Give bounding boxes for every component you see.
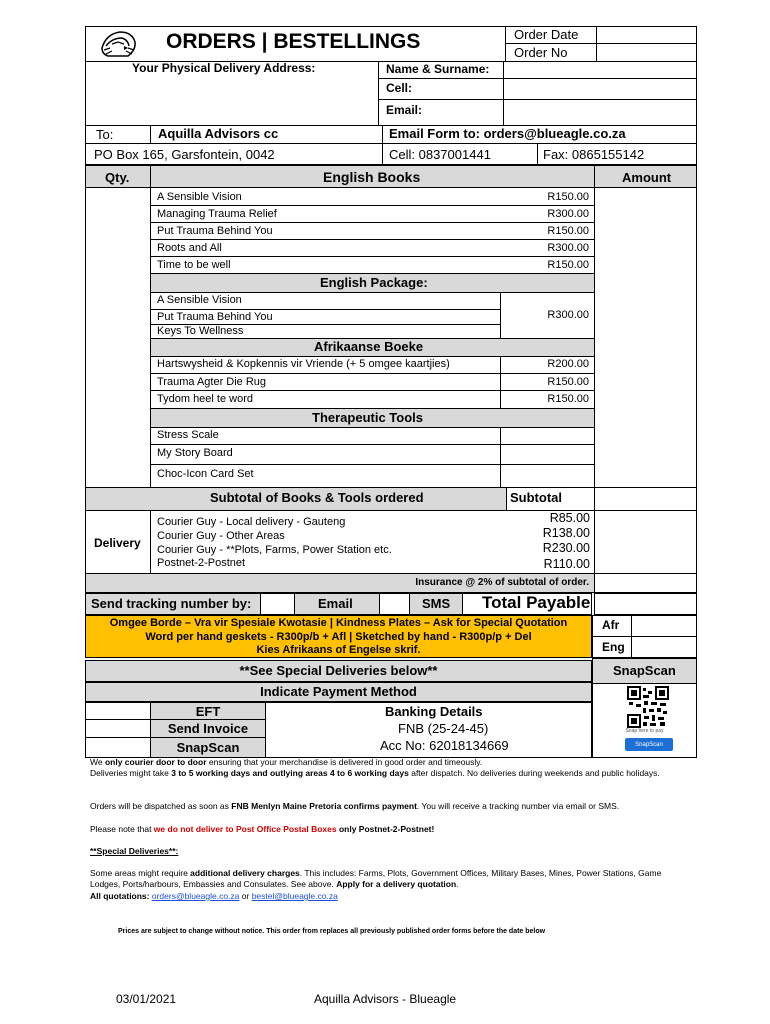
order-date-field[interactable] (597, 27, 696, 43)
list-item: A Sensible Vision (157, 294, 242, 306)
name-field[interactable] (504, 62, 696, 78)
delivery-price: R138.00 (542, 526, 590, 540)
quotations-line: All quotations: orders@blueagle.co.za or bestel@blueagle.co.za (90, 891, 338, 901)
delivery-option: Courier Guy - **Plots, Farms, Power Station etc. (157, 544, 392, 556)
subtotal-label: Subtotal of Books & Tools ordered (210, 490, 424, 505)
item-price: R150.00 (547, 225, 589, 237)
account-number: Acc No: 62018134669 (380, 738, 509, 753)
subtotal-field[interactable] (595, 488, 696, 509)
sms-option-label: SMS (422, 596, 451, 611)
company-fax: Fax: 0865155142 (543, 147, 645, 162)
order-date-label: Order Date (514, 27, 579, 42)
english-package-header: English Package: (320, 275, 428, 290)
snapscan-label: SnapScan (176, 740, 240, 755)
postbox-note: Please note that we do not deliver to Post Office Postal Boxes only Postnet-2-Postnet! (90, 824, 435, 834)
qr-code-icon (627, 686, 669, 728)
order-no-field[interactable] (597, 45, 696, 61)
bank-name: FNB (25-24-45) (398, 721, 489, 736)
eft-label: EFT (195, 704, 221, 719)
item-price: R150.00 (547, 376, 589, 388)
special-deliveries-text: Some areas might require additional delivery charges. This includes: Farms, Plots, Government Offices, Military Bases, Mines, Power Stations, Game Lodges, Ports/harbours, Embassies and Consulates. See above. Apply for a delivery quotation. (90, 868, 662, 889)
afr-label: Afr (602, 618, 620, 632)
list-item: Managing Trauma Relief (157, 208, 277, 220)
bestel-email-link[interactable]: bestel@blueagle.co.za (251, 891, 338, 901)
item-price: R150.00 (547, 393, 589, 405)
tracking-email-checkbox[interactable] (261, 594, 294, 614)
delivery-notes: We only courier door to door ensuring that your merchandise is delivered in good order and timeously. Deliveries might take 3 to 5 working days and outlying areas 4 to 6 working days after dispatch. No deliveries during weekends and public holidays. (90, 757, 660, 778)
list-item: Stress Scale (157, 429, 219, 441)
payment-method-header: Indicate Payment Method (260, 684, 417, 699)
english-books-header: English Books (323, 169, 421, 185)
subtotal-short-label: Subtotal (510, 490, 562, 505)
list-item: Choc-Icon Card Set (157, 468, 254, 480)
list-item: Put Trauma Behind You (157, 225, 273, 237)
page-title: ORDERS | BESTELLINGS (166, 30, 421, 53)
tools-header: Therapeutic Tools (312, 410, 423, 425)
address-label: Your Physical Delivery Address: (132, 61, 316, 75)
eft-checkbox[interactable] (86, 703, 150, 719)
item-price: R150.00 (547, 191, 589, 203)
order-no-label: Order No (514, 45, 568, 60)
delivery-option: Courier Guy - Other Areas (157, 530, 285, 542)
banking-details-header: Banking Details (385, 704, 483, 719)
list-item: Keys To Wellness (157, 325, 244, 337)
cell-field[interactable] (504, 79, 696, 98)
delivery-price: R230.00 (542, 541, 590, 555)
delivery-price: R110.00 (543, 557, 590, 571)
special-deliveries-heading: **Special Deliveries**: (90, 846, 179, 856)
plates-line-2: Word per hand geskets - R300p/b + Afl | Sketched by hand - R300p/p + Del (145, 631, 532, 643)
eng-checkbox[interactable] (632, 637, 696, 657)
package-price: R300.00 (547, 309, 589, 321)
list-item: Put Trauma Behind You (157, 311, 273, 323)
insurance-note: Insurance @ 2% of subtotal of order. (415, 577, 589, 588)
item-price: R200.00 (547, 358, 589, 370)
special-deliveries-note: **See Special Deliveries below** (239, 663, 438, 678)
cell-label: Cell: (386, 81, 413, 95)
plates-line-1: Omgee Borde – Vra vir Spesiale Kwotasie | Kindness Plates – Ask for Special Quotation (109, 617, 568, 629)
send-invoice-label: Send Invoice (167, 721, 249, 736)
dispatch-note: Orders will be dispatched as soon as FNB Menlyn Maine Pretoria confirms payment. You will receive a tracking number via email or SMS. (90, 801, 620, 811)
afr-checkbox[interactable] (632, 616, 696, 636)
snapscan-checkbox[interactable] (86, 738, 150, 757)
email-option-label: Email (318, 596, 353, 611)
email-form-to: Email Form to: orders@blueagle.co.za (389, 126, 626, 141)
name-label: Name & Surname: (386, 62, 490, 76)
total-payable-label: Total Payable (482, 593, 591, 612)
list-item: Tydom heel te word (157, 393, 253, 405)
eagle-logo-icon (98, 28, 138, 60)
list-item: Trauma Agter Die Rug (157, 376, 267, 388)
tracking-label: Send tracking number by: (91, 596, 252, 611)
list-item: Roots and All (157, 242, 222, 254)
list-item: My Story Board (157, 447, 233, 459)
orders-email-link[interactable]: orders@blueagle.co.za (151, 891, 240, 901)
delivery-label: Delivery (94, 536, 141, 550)
qty-header: Qty. (105, 170, 130, 185)
afrikaans-header: Afrikaanse Boeke (314, 339, 424, 354)
list-item: A Sensible Vision (157, 191, 242, 203)
delivery-option: Courier Guy - Local delivery - Gauteng (157, 516, 346, 528)
footer-date: 03/01/2021 (116, 992, 177, 1006)
item-price: R150.00 (547, 259, 589, 271)
snapscan-header: SnapScan (613, 663, 676, 678)
delivery-price: R85.00 (549, 511, 590, 525)
company-name: Aquilla Advisors cc (158, 126, 279, 141)
qr-caption: Snap here to pay (625, 728, 664, 734)
delivery-option: Postnet-2-Postnet (157, 557, 246, 569)
to-label: To: (96, 127, 114, 142)
total-payable-field[interactable] (594, 593, 697, 615)
list-item: Time to be well (157, 259, 231, 271)
company-cell: Cell: 0837001441 (389, 147, 491, 162)
item-price: R300.00 (547, 208, 589, 220)
email-field[interactable] (504, 100, 696, 125)
invoice-checkbox[interactable] (86, 720, 150, 737)
email-label: Email: (386, 103, 423, 117)
tracking-sms-checkbox[interactable] (380, 594, 409, 614)
price-disclaimer: Prices are subject to change without notice. This order from replaces all previously published order forms before the date below (118, 928, 546, 935)
snapscan-button-label: SnapScan (635, 741, 663, 748)
snapscan-pay-button[interactable] (625, 738, 673, 751)
eng-label: Eng (602, 640, 625, 654)
address-field[interactable] (86, 78, 376, 124)
item-price: R300.00 (547, 242, 589, 254)
plates-line-3: Kies Afrikaans of Engelse skrif. (256, 644, 421, 656)
list-item: Hartswysheid & Kopkennis vir Vriende (+ 5 omgee kaartjies) (157, 358, 450, 370)
po-box: PO Box 165, Garsfontein, 0042 (94, 147, 275, 162)
footer-company: Aquilla Advisors - Blueagle (314, 992, 457, 1006)
amount-header: Amount (622, 170, 672, 185)
